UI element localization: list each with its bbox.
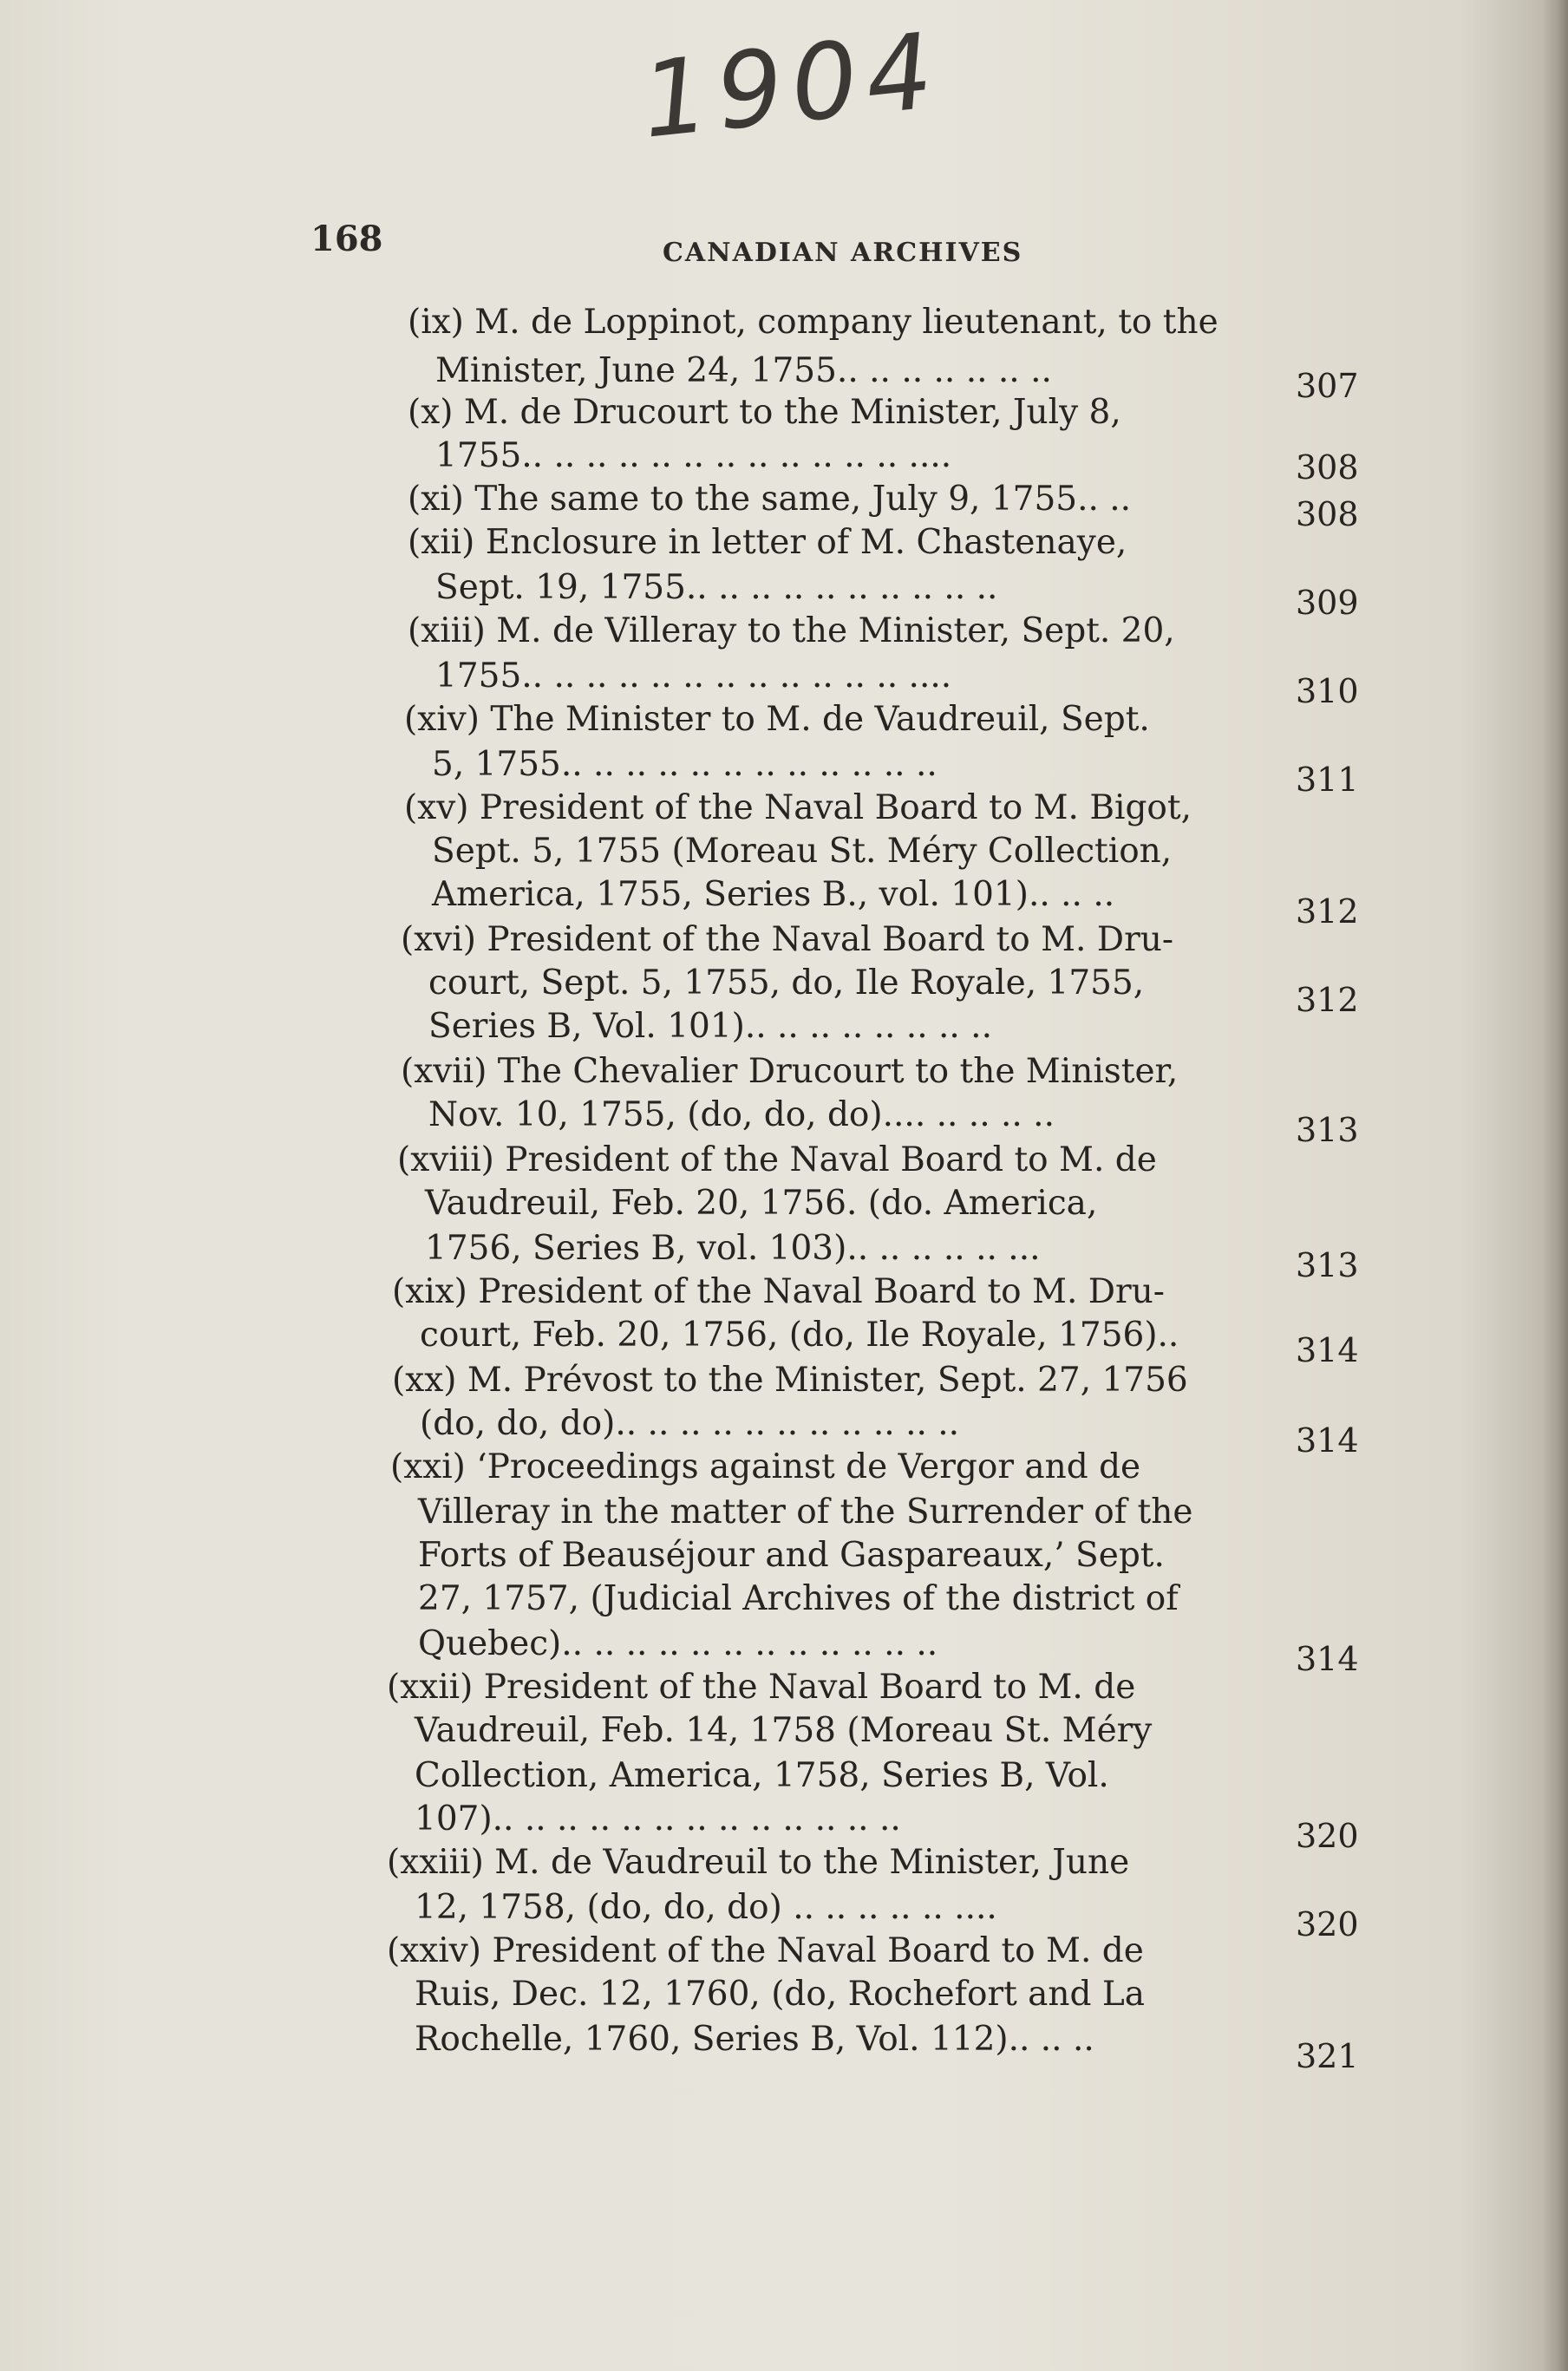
entry-page-number: 311	[1296, 761, 1359, 799]
entry-page-number: 313	[1296, 1111, 1359, 1149]
entry-continuation-line: court, Feb. 20, 1756, (do, Ile Royale, 1756)..	[420, 1316, 1179, 1355]
entry-page-number: 308	[1296, 495, 1359, 533]
entry-title-line: (ix) M. de Loppinot, company lieutenant, to the	[408, 303, 1218, 342]
entry-title-line: (xiii) M. de Villeray to the Minister, Sept. 20,	[408, 611, 1175, 650]
entry-continuation-line: Rochelle, 1760, Series B, Vol. 112).. .. ..	[415, 2020, 1094, 2059]
entry-page-number: 320	[1296, 1905, 1359, 1943]
entry-continuation-line: Series B, Vol. 101).. .. .. .. .. .. .. ..	[428, 1007, 992, 1046]
entry-continuation-line: 5, 1755.. .. .. .. .. .. .. .. .. .. .. ..	[432, 745, 938, 784]
entry-title-line: (xxiv) President of the Naval Board to M. de	[387, 1931, 1144, 1970]
handwritten-year: 1904	[636, 10, 947, 162]
entry-continuation-line: 107).. .. .. .. .. .. .. .. .. .. .. .. ..	[415, 1799, 901, 1839]
entry-page-number: 314	[1296, 1640, 1359, 1678]
entry-page-number: 310	[1296, 672, 1359, 710]
entry-continuation-line: Nov. 10, 1755, (do, do, do).... .. .. .. ..	[428, 1095, 1055, 1134]
entry-title-line: (xxii) President of the Naval Board to M. de	[387, 1668, 1136, 1707]
page-number: 168	[310, 219, 383, 259]
entry-continuation-line: 27, 1757, (Judicial Archives of the district of	[418, 1579, 1179, 1618]
entry-page-number: 312	[1296, 892, 1359, 931]
page-binding-shadow	[1542, 0, 1568, 2371]
entry-continuation-line: Quebec).. .. .. .. .. .. .. .. .. .. .. ..	[418, 1624, 938, 1663]
entry-continuation-line: 1755.. .. .. .. .. .. .. .. .. .. .. .. ....	[435, 656, 952, 696]
entry-continuation-line: America, 1755, Series B., vol. 101).. .. ..	[432, 875, 1115, 914]
entry-continuation-line: Ruis, Dec. 12, 1760, (do, Rochefort and La	[415, 1975, 1146, 2014]
entry-title-line: (x) M. de Drucourt to the Minister, July 8,	[408, 393, 1121, 432]
entry-page-number: 307	[1296, 367, 1359, 405]
entry-title-line: (xxi) ‘Proceedings against de Vergor and de	[390, 1447, 1141, 1486]
entry-continuation-line: 1756, Series B, vol. 103).. .. .. .. .. ...	[425, 1229, 1041, 1268]
entry-title-line: (xix) President of the Naval Board to M. Dru-	[392, 1272, 1165, 1311]
entry-page-number: 320	[1296, 1817, 1359, 1855]
entry-page-number: 312	[1296, 981, 1359, 1019]
entry-title-line: (xviii) President of the Naval Board to M. de	[397, 1140, 1157, 1179]
entry-page-number: 314	[1296, 1421, 1359, 1460]
entry-page-number: 313	[1296, 1246, 1359, 1284]
entry-page-number: 308	[1296, 448, 1359, 487]
entry-continuation-line: Villeray in the matter of the Surrender of the	[418, 1492, 1193, 1532]
entry-continuation-line: Minister, June 24, 1755.. .. .. .. .. .. ..	[435, 351, 1052, 390]
entry-continuation-line: Forts of Beauséjour and Gaspareaux,’ Sept.	[418, 1536, 1165, 1575]
entry-continuation-line: Vaudreuil, Feb. 20, 1756. (do. America,	[425, 1184, 1098, 1223]
entry-continuation-line: court, Sept. 5, 1755, do, Ile Royale, 1755,	[428, 963, 1145, 1003]
entry-continuation-line: Sept. 5, 1755 (Moreau St. Méry Collection,	[432, 832, 1173, 871]
entry-page-number: 309	[1296, 584, 1359, 622]
entry-continuation-line: (do, do, do).. .. .. .. .. .. .. .. .. .. ..	[420, 1404, 960, 1443]
entry-title-line: (xiv) The Minister to M. de Vaudreuil, Sept.	[404, 700, 1150, 739]
entry-page-number: 314	[1296, 1331, 1359, 1369]
entry-continuation-line: 12, 1758, (do, do, do) .. .. .. .. .. ....	[415, 1888, 997, 1927]
entry-title-line: (xi) The same to the same, July 9, 1755.. ..	[408, 480, 1132, 519]
entry-continuation-line: Collection, America, 1758, Series B, Vol.	[415, 1756, 1109, 1795]
entry-title-line: (xv) President of the Naval Board to M. Bigot,	[404, 788, 1192, 827]
entry-continuation-line: Vaudreuil, Feb. 14, 1758 (Moreau St. Méry	[415, 1711, 1153, 1750]
entry-title-line: (xxiii) M. de Vaudreuil to the Minister, June	[387, 1843, 1130, 1882]
running-head: CANADIAN ARCHIVES	[663, 238, 1023, 268]
entry-title-line: (xii) Enclosure in letter of M. Chastenaye,	[408, 523, 1127, 562]
entry-page-number: 321	[1296, 2037, 1359, 2075]
entry-continuation-line: 1755.. .. .. .. .. .. .. .. .. .. .. .. ....	[435, 436, 952, 475]
entry-title-line: (xvii) The Chevalier Drucourt to the Minister,	[401, 1052, 1179, 1091]
entry-continuation-line: Sept. 19, 1755.. .. .. .. .. .. .. .. .. ..	[435, 568, 998, 607]
entry-title-line: (xvi) President of the Naval Board to M. Dru-	[401, 920, 1174, 959]
entry-title-line: (xx) M. Prévost to the Minister, Sept. 27, 1756	[392, 1361, 1188, 1400]
